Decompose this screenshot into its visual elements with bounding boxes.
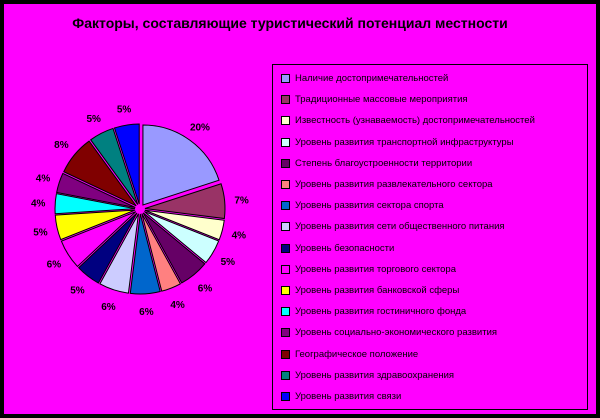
legend-swatch xyxy=(281,244,290,253)
legend-swatch xyxy=(281,180,290,189)
legend-item xyxy=(281,365,454,386)
legend-swatch xyxy=(281,286,290,295)
slice-percent-label: 8% xyxy=(54,139,69,151)
legend-swatch xyxy=(281,95,290,104)
legend-item xyxy=(281,132,514,153)
legend-label: Уровень безопасности xyxy=(295,242,395,254)
legend-label: Уровень развития торгового сектора xyxy=(295,263,456,275)
chart-title: Факторы, составляющие туристический потенциал местности xyxy=(72,15,508,31)
legend-label: Известность (узнаваемость) достопримечательностей xyxy=(295,115,535,127)
legend-item xyxy=(281,68,448,89)
legend-swatch xyxy=(281,159,290,168)
legend-label: Наличие достопримечательностей xyxy=(295,73,449,84)
slice-percent-label: 4% xyxy=(30,198,46,210)
slice-percent-label: 4% xyxy=(170,299,185,311)
legend-item xyxy=(281,238,394,259)
slice-percent-label: 5% xyxy=(86,114,101,126)
legend-label: Уровень развития развлекательного сектора xyxy=(295,179,493,190)
legend-label: Уровень развития сектора спорта xyxy=(295,200,444,212)
slice-percent-label: 6% xyxy=(101,302,116,314)
legend-swatch xyxy=(281,392,290,401)
legend-label: Географическое положение xyxy=(295,348,419,360)
legend-label: Уровень развития гостиничного фонда xyxy=(295,306,467,318)
legend-swatch xyxy=(281,328,290,337)
legend-item xyxy=(281,386,401,407)
legend-label: Уровень развития транспортной инфраструктуры xyxy=(295,136,514,148)
legend-swatch xyxy=(281,265,290,274)
slice-percent-label: 20% xyxy=(189,122,210,134)
legend-item xyxy=(281,280,459,301)
legend-item xyxy=(281,110,535,131)
legend-item xyxy=(281,153,472,174)
legend-swatch xyxy=(281,222,290,231)
legend-swatch xyxy=(281,371,290,380)
legend-label: Традиционные массовые мероприятия xyxy=(295,94,468,106)
legend xyxy=(272,64,588,410)
legend-label: Уровень развития сети общественного питания xyxy=(295,221,505,233)
legend-item xyxy=(281,259,456,280)
legend-swatch xyxy=(281,116,290,125)
legend-swatch xyxy=(281,138,290,147)
legend-label: Уровень социально-экономического развития xyxy=(295,327,498,339)
legend-label: Степень благоустроенности территории xyxy=(295,157,473,169)
legend-item xyxy=(281,322,497,343)
legend-item xyxy=(281,344,418,365)
slice-percent-label: 4% xyxy=(35,173,51,185)
slice-percent-label: 5% xyxy=(116,104,132,116)
slice-percent-label: 5% xyxy=(70,285,85,297)
legend-swatch xyxy=(281,201,290,210)
legend-swatch xyxy=(281,74,290,83)
legend-item xyxy=(281,174,493,195)
slice-percent-label: 4% xyxy=(231,230,247,242)
legend-item xyxy=(281,216,505,237)
legend-label: Уровень развития здравоохранения xyxy=(295,369,455,381)
legend-item xyxy=(281,301,466,322)
legend-label: Уровень развития связи xyxy=(295,391,402,402)
slice-percent-label: 6% xyxy=(46,259,62,271)
legend-swatch xyxy=(281,307,290,316)
slice-percent-label: 5% xyxy=(33,227,48,239)
legend-item xyxy=(281,89,468,110)
legend-item xyxy=(281,195,444,216)
legend-label: Уровень развития банковской сферы xyxy=(295,285,460,296)
legend-swatch xyxy=(281,350,290,359)
slice-percent-label: 6% xyxy=(139,306,154,318)
slice-percent-label: 5% xyxy=(220,256,236,268)
slice-percent-label: 6% xyxy=(197,283,213,295)
slice-percent-label: 7% xyxy=(234,195,249,207)
